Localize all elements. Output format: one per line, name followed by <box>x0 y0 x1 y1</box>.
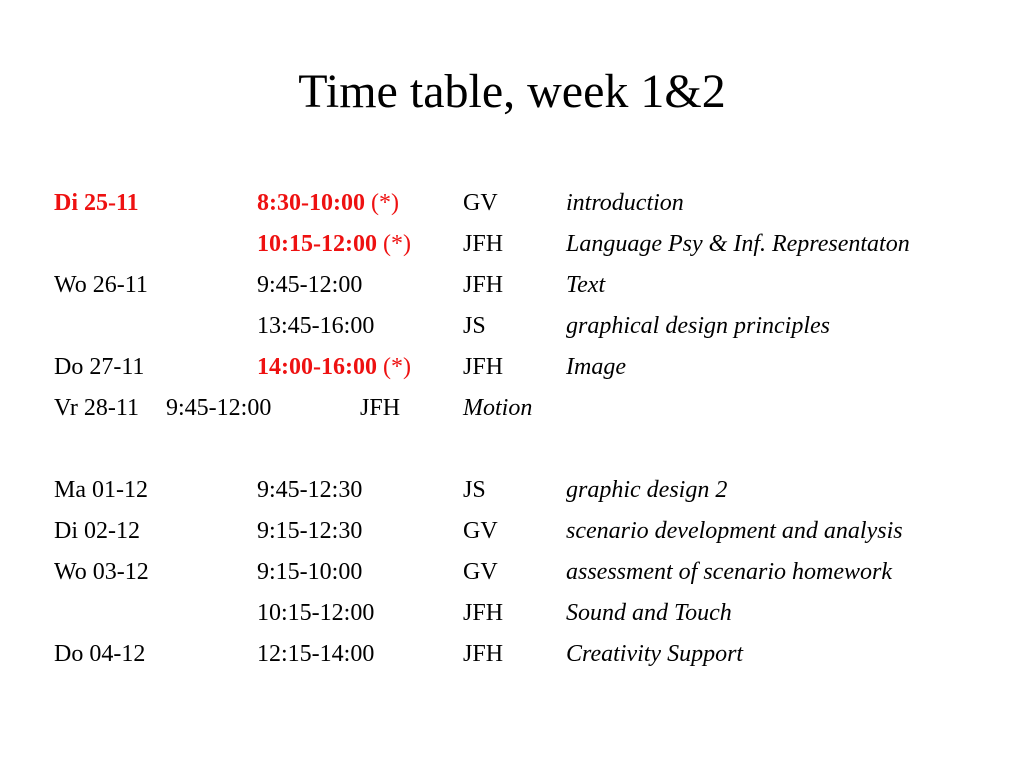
time-value: 10:15-12:00 <box>257 231 377 257</box>
topic-cell: introduction <box>566 190 684 216</box>
time-cell: 9:45-12:30 <box>257 477 363 503</box>
time-cell <box>257 228 411 260</box>
topic-cell: Language Psy & Inf. Representaton <box>566 231 910 257</box>
time-cell: 9:15-12:30 <box>257 518 363 544</box>
topic-cell: graphic design 2 <box>566 477 728 503</box>
time-cell: 9:45-12:00 <box>166 395 272 421</box>
topic-cell: Motion <box>463 395 533 421</box>
time-value: 8:30-10:00 <box>257 190 365 216</box>
lecturer-cell: JFH <box>463 231 504 257</box>
lecturer-cell: JFH <box>463 354 504 380</box>
time-cell <box>257 351 411 383</box>
topic-cell: assessment of scenario homework <box>566 559 892 585</box>
topic-cell: Creativity Support <box>566 641 744 667</box>
day-cell: Do 04-12 <box>54 641 146 667</box>
lecturer-cell: JS <box>463 477 486 503</box>
day-cell: Wo 03-12 <box>54 559 149 585</box>
lecturer-cell: GV <box>463 559 498 585</box>
day-cell: Wo 26-11 <box>54 272 148 298</box>
lecturer-cell: GV <box>463 190 498 216</box>
time-cell: 9:15-10:00 <box>257 559 363 585</box>
topic-cell: Text <box>566 272 606 298</box>
day-cell: Vr 28-11 <box>54 395 139 421</box>
time-cell: 13:45-16:00 <box>257 313 375 339</box>
time-cell: 10:15-12:00 <box>257 600 375 626</box>
time-cell: 12:15-14:00 <box>257 641 375 667</box>
time-value: 14:00-16:00 <box>257 354 377 380</box>
topic-cell: Image <box>566 354 626 380</box>
marker: (*) <box>382 231 411 257</box>
day-cell: Di 02-12 <box>54 518 140 544</box>
marker: (*) <box>370 190 399 216</box>
lecturer-cell: JFH <box>360 395 401 421</box>
lecturer-cell: GV <box>463 518 498 544</box>
day-cell: Do 27-11 <box>54 354 145 380</box>
lecturer-cell: JFH <box>463 641 504 667</box>
time-cell <box>257 187 399 219</box>
lecturer-cell: JFH <box>463 272 504 298</box>
day-cell: Ma 01-12 <box>54 477 148 503</box>
topic-cell: graphical design principles <box>566 313 830 339</box>
marker: (*) <box>382 354 411 380</box>
topic-cell: Sound and Touch <box>566 600 732 626</box>
time-cell: 9:45-12:00 <box>257 272 363 298</box>
lecturer-cell: JS <box>463 313 486 339</box>
lecturer-cell: JFH <box>463 600 504 626</box>
slide-title: Time table, week 1&2 <box>298 65 726 118</box>
day-cell: Di 25-11 <box>54 190 139 216</box>
topic-cell: scenario development and analysis <box>566 518 903 544</box>
